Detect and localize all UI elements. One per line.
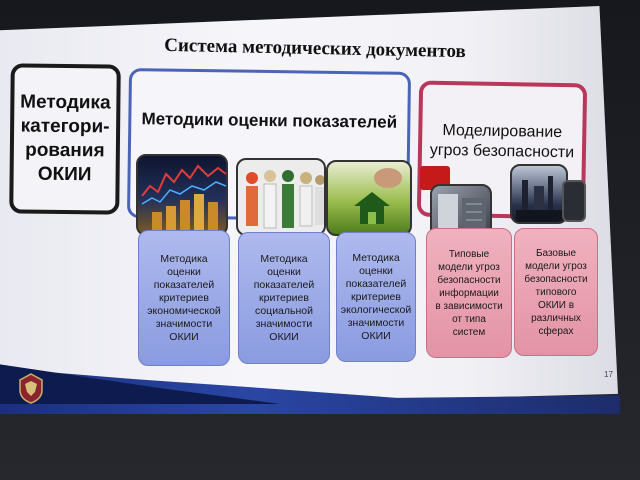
slide-title: Система методических документов [164,34,466,63]
eagle-emblem-icon [16,372,46,404]
categorization-label: Методика категори- рования ОКИИ [20,91,111,186]
threat-modeling-label: Моделирование угроз безопасности [429,121,575,162]
card-economic-significance: Методика оценки показателей критериев экономической значимости ОКИИ [138,230,230,366]
card-ecological-significance: Методика оценки показателей критериев экологической значимости ОКИИ [336,232,416,362]
card-base-threat-models: Базовые модели угроз безопасности типового ОКИИ в различных сферах [514,228,598,356]
card-social-significance: Методика оценки показателей критериев социальной значимости ОКИИ [238,232,330,364]
page-number: 17 [604,370,613,379]
categorization-box [9,63,121,214]
device-photo [562,180,586,222]
card-typical-threat-models: Типовые модели угроз безопасности информации в зависимости от типа систем [426,228,512,358]
industrial-plant-photo [510,164,568,224]
green-house-grass-photo [326,160,412,236]
assessment-group-label: Методики оценки показателей [141,109,398,132]
finance-chart-coins-photo [136,154,228,236]
workers-group-photo [236,158,326,236]
